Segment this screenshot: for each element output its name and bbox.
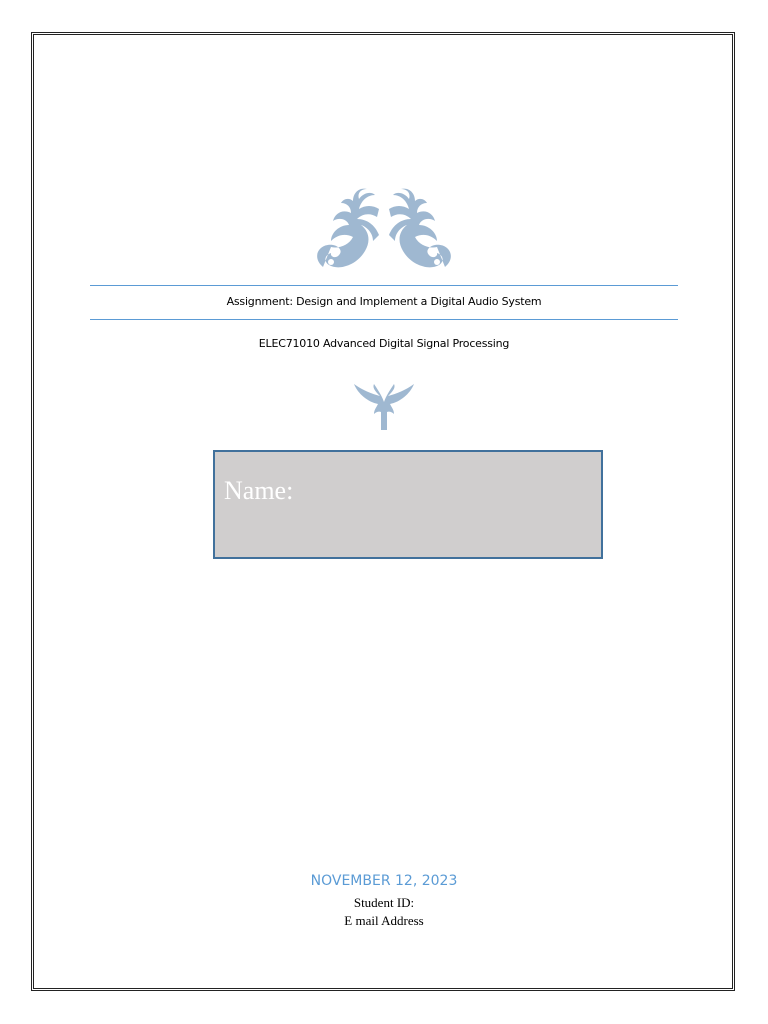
leaf-flourish-ornament-icon xyxy=(352,380,416,432)
title-top-rule xyxy=(90,285,678,286)
title-bottom-rule xyxy=(90,319,678,320)
student-id-label: Student ID: xyxy=(353,895,415,910)
name-label: Name: xyxy=(224,476,294,505)
course-name: ELEC71010 Advanced Digital Signal Processing xyxy=(258,337,510,350)
submission-date: NOVEMBER 12, 2023 xyxy=(310,873,458,889)
floral-scroll-ornament-icon xyxy=(309,187,459,273)
name-box[interactable] xyxy=(213,450,603,559)
assignment-title: Assignment: Design and Implement a Digital Audio System xyxy=(226,295,542,308)
email-address-label: E mail Address xyxy=(344,913,424,928)
